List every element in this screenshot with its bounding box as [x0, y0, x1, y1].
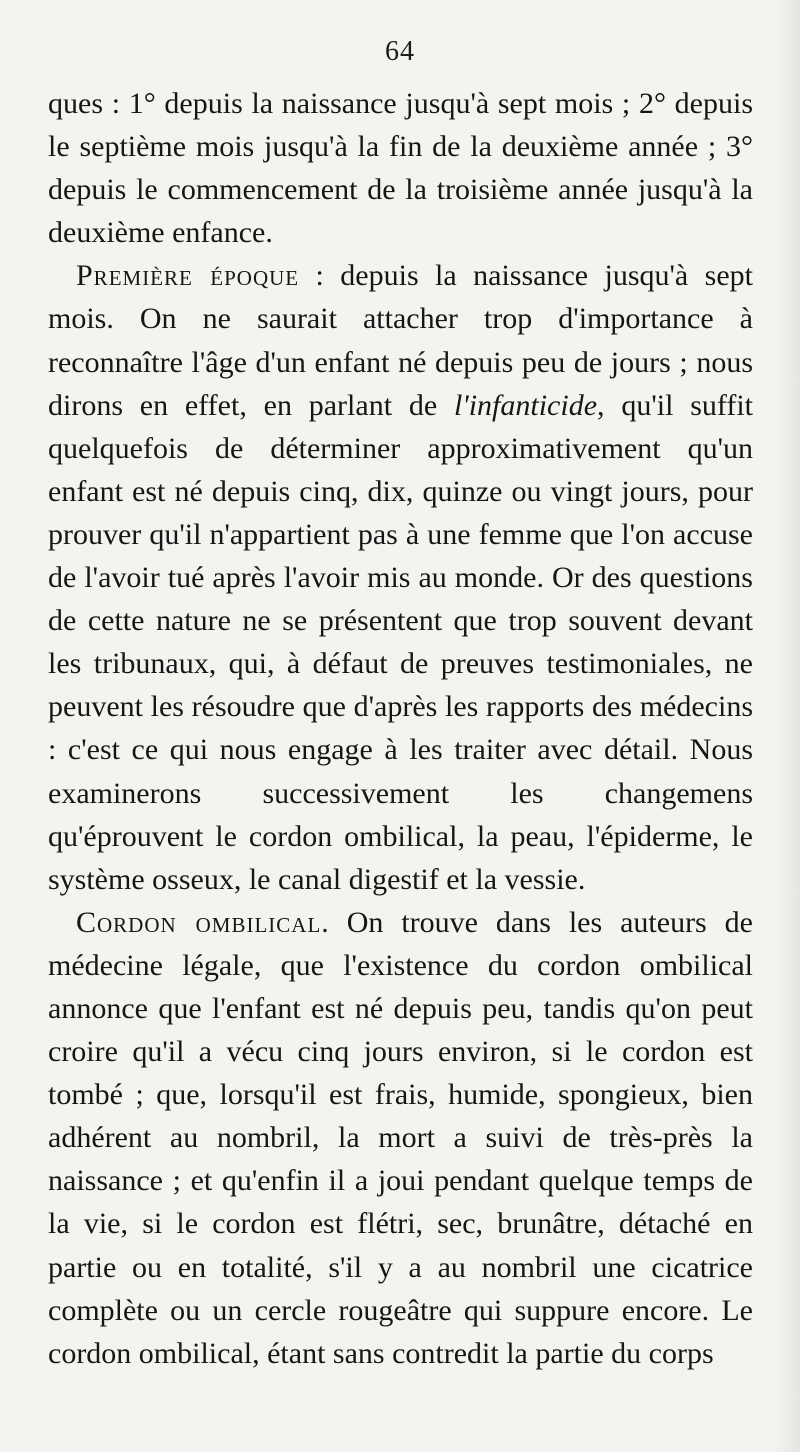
- paragraph-premiere-epoque-text-a: : depuis la naissance jusqu'à sept mois. On ne saurait attacher trop d'importance à reconnaître l'âge d'un enfant né depuis peu de jours ; nous dirons en effet, en parlant de: [48, 259, 753, 422]
- paragraph-premiere-epoque-text-b: , qu'il suffit quelquefois de déterminer approximativement qu'un enfant est né depuis cinq, dix, quinze ou vingt jours, pour prouver qu'il n'appartient pas à une femme que l'on accuse de l'avoir tué après l'avoir mis au monde. Or des questions de cette nature ne se présentent que trop souvent devant les tribunaux, qui, à défaut de preuves testimoniales, ne peuvent les résoudre que d'après les rapports des médecins : c'est ce qui nous engage à les traiter avec détail. Nous examinerons successivement les changemens qu'éprouvent le cordon ombilical, la peau, l'épiderme, le système osseux, le canal digestif et la vessie.: [48, 388, 753, 896]
- paragraph-premiere-epoque: [48, 254, 753, 900]
- paragraph-intro-text: ques : 1° depuis la naissance jusqu'à sept mois ; 2° depuis le septième mois jusqu'à la fin de la deuxième année ; 3° depuis le commencement de la troisième année jusqu'à la deuxième enfance.: [48, 87, 753, 250]
- paragraph-intro: [48, 82, 753, 254]
- paragraph-cordon-ombilical: [48, 901, 753, 1375]
- page-edge-shadow: [774, 0, 800, 1452]
- italic-term-infanticide: l'infanticide: [453, 388, 598, 422]
- body-text: [48, 82, 753, 1375]
- page-number: 64: [385, 36, 415, 67]
- section-heading-cordon-ombilical: Cordon ombilical: [76, 905, 322, 939]
- paragraph-cordon-ombilical-text: . On trouve dans les auteurs de médecine légale, que l'existence du cordon ombilical annonce que l'enfant est né depuis peu, tandis qu'on peut croire qu'il a vécu cinq jours environ, si le cordon est tombé ; que, lorsqu'il est frais, humide, spongieux, bien adhérent au nombril, la mort a suivi de très-près la naissance ; et qu'enfin il a joui pendant quelque temps de la vie, si le cordon est flétri, sec, brunâtre, détaché en partie ou en totalité, s'il y a au nombril une cicatrice complète ou un cercle rougeâtre qui suppure encore. Le cordon ombilical, étant sans contredit la partie du corps: [48, 905, 753, 1370]
- section-heading-premiere-epoque: Première époque: [76, 259, 300, 293]
